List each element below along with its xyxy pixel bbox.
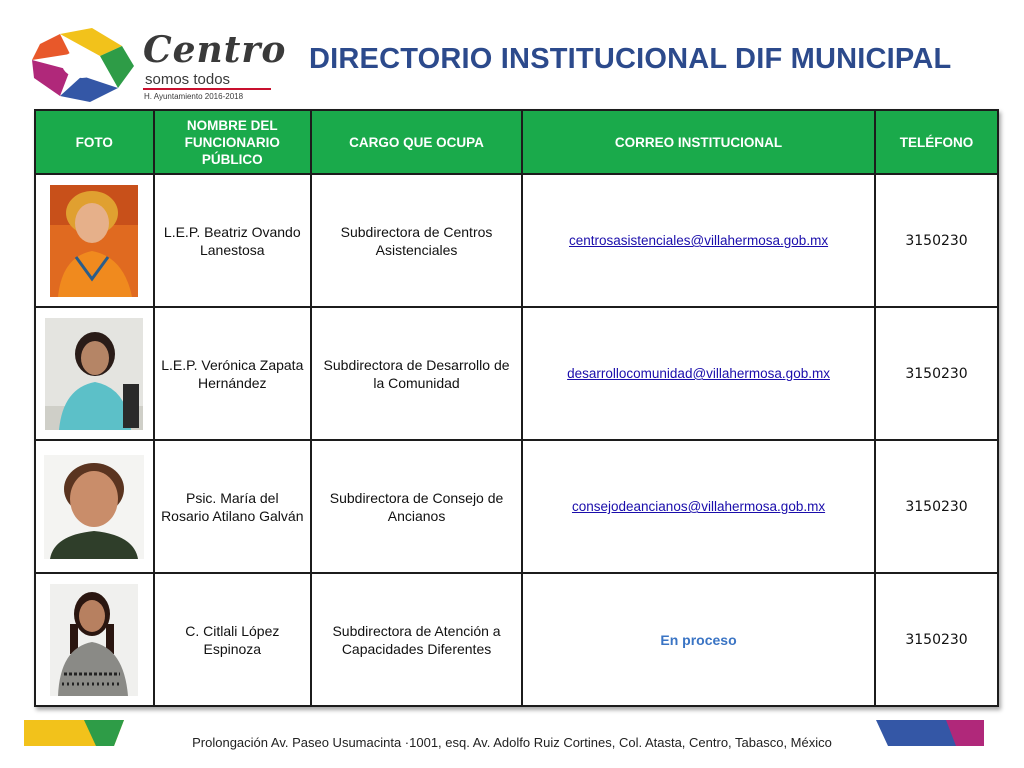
name-cell: Psic. María del Rosario Atilano Galván — [154, 440, 312, 573]
col-header-cargo: CARGO QUE OCUPA — [311, 110, 522, 174]
email-cell — [522, 440, 875, 573]
email-status: En proceso — [660, 631, 737, 648]
name-cell: C. Citlali López Espinoza — [154, 573, 312, 706]
official-photo — [50, 584, 138, 696]
official-photo — [44, 455, 144, 559]
photo-cell — [35, 440, 154, 573]
email-cell — [522, 573, 875, 706]
position-cell: Subdirectora de Desarrollo de la Comunidad — [311, 307, 522, 440]
col-header-correo: CORREO INSTITUCIONAL — [522, 110, 875, 174]
col-header-foto: FOTO — [35, 110, 154, 174]
table-row — [35, 573, 998, 706]
email-link[interactable]: consejodeancianos@villahermosa.gob.mx — [571, 499, 826, 514]
table-header-row — [35, 110, 998, 174]
table-row — [35, 307, 998, 440]
col-header-telefono: TELÉFONO — [875, 110, 998, 174]
footer-address: Prolongación Av. Paseo Usumacinta ·1001, esq. Av. Adolfo Ruiz Cortines, Col. Atasta, Centro, Tabasco, México — [192, 735, 832, 750]
centro-emblem-icon — [30, 26, 134, 104]
logo-wordmark: Centro — [143, 29, 287, 71]
email-link[interactable]: centrosasistenciales@villahermosa.gob.mx — [569, 233, 829, 248]
phone-cell: 3150230 — [875, 440, 998, 573]
name-cell: L.E.P. Beatriz Ovando Lanestosa — [154, 174, 312, 307]
position-cell: Subdirectora de Atención a Capacidades Diferentes — [311, 573, 522, 706]
logo-ayuntamiento: H. Ayuntamiento 2016-2018 — [144, 92, 244, 101]
phone-cell: 3150230 — [875, 307, 998, 440]
photo-cell — [35, 174, 154, 307]
centro-logo — [28, 24, 287, 104]
logo-tagline: somos todos — [145, 71, 231, 88]
logo-divider — [143, 88, 271, 90]
phone-cell: 3150230 — [875, 573, 998, 706]
name-cell: L.E.P. Verónica Zapata Hernández — [154, 307, 312, 440]
position-cell: Subdirectora de Centros Asistenciales — [311, 174, 522, 307]
email-cell — [522, 307, 875, 440]
table-row — [35, 174, 998, 307]
table-row — [35, 440, 998, 573]
page-title: DIRECTORIO INSTITUCIONAL DIF MUNICIPAL — [309, 43, 952, 75]
email-cell — [522, 174, 875, 307]
email-link[interactable]: desarrollocomunidad@villahermosa.gob.mx — [567, 366, 830, 381]
photo-cell — [35, 307, 154, 440]
photo-cell — [35, 573, 154, 706]
position-cell: Subdirectora de Consejo de Ancianos — [311, 440, 522, 573]
official-photo — [50, 185, 138, 297]
directory-table — [34, 109, 999, 707]
col-header-nombre: NOMBRE DEL FUNCIONARIO PÚBLICO — [154, 110, 312, 174]
phone-cell: 3150230 — [875, 174, 998, 307]
official-photo — [45, 318, 143, 430]
